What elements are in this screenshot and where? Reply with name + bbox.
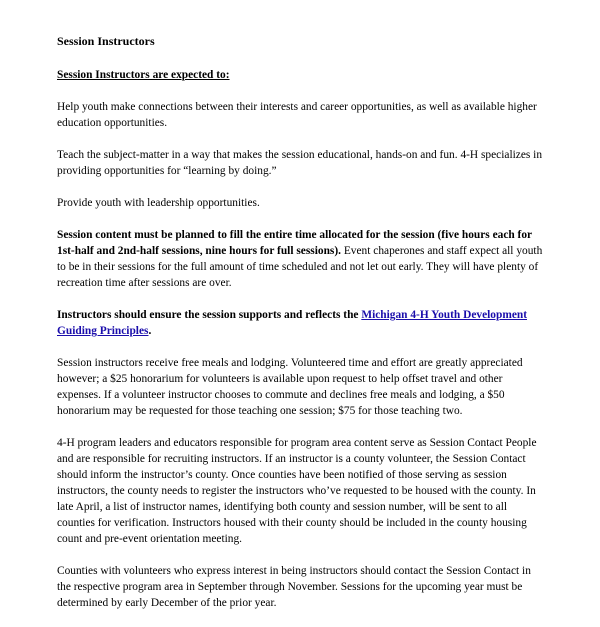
expectations-heading: Session Instructors are expected to: [57,69,230,81]
document-title: Session Instructors [57,34,155,48]
guiding-principles-end: . [148,325,152,337]
guiding-principles-link[interactable]: Michigan 4-H Youth Development Guiding Principles [57,309,527,337]
contact-people-paragraph: 4-H program leaders and educators responsible for program area content serve as Session Contact People and are responsible for recruiting instructors. If an instructor is a county volunteer, the Session Contact should inform the instructor’s county. Once counties have been notified of those serving as session instructors, the county needs to register the instructors who’ve requested to be housed with the county. In late April, a list of instructor names, identifying both county and session number, will be sent to all counties for verification. Instructors housed with their county should be included in the county housing count and pre-event orientation meeting. [57,437,537,545]
volunteers-paragraph: Counties with volunteers who express interest in being instructors should contact the Session Contact in the respective program area in September through November. Sessions for the upcoming year must be determined by early December of the prior year. [57,565,531,609]
compensation-paragraph: Session instructors receive free meals and lodging. Volunteered time and effort are greatly appreciated however; a $25 honorarium for volunteers is available upon request to help offset travel and other expenses. If a volunteer instructor chooses to commute and declines free meals and lodging, a $50 honorarium may be requested for those teaching one session; $75 for those teaching two. [57,357,523,417]
expectation-leadership: Provide youth with leadership opportunities. [57,197,260,209]
guiding-principles-text: Instructors should ensure the session supports and reflects the [57,309,362,321]
expectation-teaching: Teach the subject-matter in a way that makes the session educational, hands-on and fun. 4-H specializes in providing opportunities for “learning by doing.” [57,149,543,177]
guiding-principles-paragraph [57,307,547,339]
session-time-paragraph [57,227,547,291]
session-time-rest: Event chaperones and staff expect all youth to be in their sessions for the full amount of time scheduled and not let out early. They will have plenty of recreation time after sessions are over. [57,245,543,289]
expectation-career: Help youth make connections between their interests and career opportunities, as well as available higher education opportunities. [57,101,537,129]
document-page [57,33,547,627]
session-time-bold: Session content must be planned to fill the entire time allocated for the session (five hours each for 1st-half and 2nd-half sessions, nine hours for full sessions). [57,229,532,257]
